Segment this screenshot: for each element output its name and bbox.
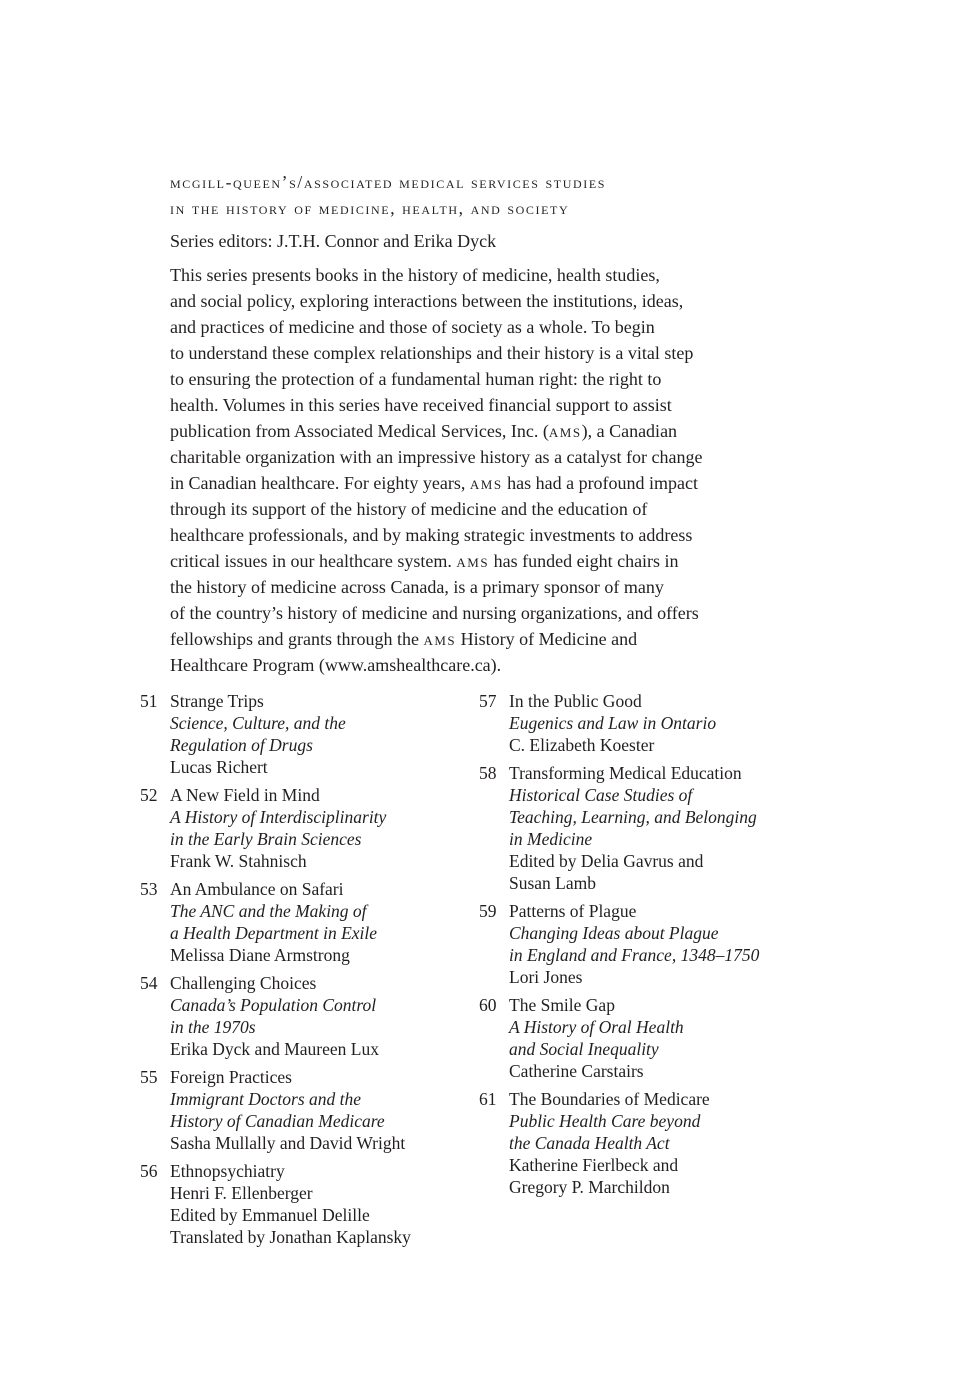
book-number: 53 xyxy=(140,879,158,899)
description-line: of the country’s history of medicine and nursing organizations, and offers xyxy=(170,603,699,623)
book-author: Henri F. Ellenberger xyxy=(170,1183,313,1203)
book-subtitle: Eugenics and Law in Ontario xyxy=(509,713,717,733)
book-subtitle: Regulation of Drugs xyxy=(170,735,313,755)
description-text: History of Medicine and xyxy=(456,629,638,649)
book-number: 55 xyxy=(140,1067,158,1087)
book-translator: Translated by Jonathan Kaplansky xyxy=(170,1227,411,1247)
ams-acronym: ams xyxy=(456,551,490,571)
description-line: health. Volumes in this series have received financial support to assist xyxy=(170,395,672,415)
book-subtitle: Canada’s Population Control xyxy=(170,995,377,1015)
book-number: 60 xyxy=(479,995,497,1015)
book-author: Frank W. Stahnisch xyxy=(170,851,307,871)
book-title: Patterns of Plague xyxy=(509,901,637,921)
book-subtitle: Teaching, Learning, and Belonging xyxy=(509,807,757,827)
book-author: Erika Dyck and Maureen Lux xyxy=(170,1039,379,1059)
book-number: 56 xyxy=(140,1161,158,1181)
book-subtitle: History of Canadian Medicare xyxy=(170,1111,385,1131)
description-text: ), a Canadian xyxy=(581,421,678,441)
book-subtitle: Changing Ideas about Plague xyxy=(509,923,719,943)
ams-acronym: ams xyxy=(548,421,582,441)
series-heading-line-2: in the history of medicine, health, and society xyxy=(170,198,570,218)
book-entry xyxy=(479,900,809,988)
book-number: 51 xyxy=(140,691,158,711)
book-subtitle: Historical Case Studies of xyxy=(509,785,693,805)
description-line: Healthcare Program (www.amshealthcare.ca). xyxy=(170,655,502,675)
book-author: Lucas Richert xyxy=(170,757,268,777)
book-subtitle: Public Health Care beyond xyxy=(509,1111,701,1131)
description-text: fellowships and grants through the xyxy=(170,629,424,649)
description-text: critical issues in our healthcare system. xyxy=(170,551,457,571)
series-heading-line-1: mcgill-queen’s/associated medical services studies xyxy=(170,172,607,192)
book-author: Catherine Carstairs xyxy=(509,1061,644,1081)
book-author: Lori Jones xyxy=(509,967,583,987)
book-editor: Edited by Delia Gavrus and xyxy=(509,851,704,871)
book-subtitle: A History of Interdisciplinarity xyxy=(170,807,387,827)
book-author: Sasha Mullally and David Wright xyxy=(170,1133,406,1153)
description-line: charitable organization with an impressive history as a catalyst for change xyxy=(170,447,703,467)
book-editor: Edited by Emmanuel Delille xyxy=(170,1205,370,1225)
book-entry xyxy=(140,1160,470,1248)
description-line: and practices of medicine and those of society as a whole. To begin xyxy=(170,317,655,337)
description-line: and social policy, exploring interactions between the institutions, ideas, xyxy=(170,291,684,311)
book-title: Challenging Choices xyxy=(170,973,317,993)
ams-acronym: ams xyxy=(423,629,457,649)
book-subtitle: and Social Inequality xyxy=(509,1039,659,1059)
description-line: healthcare professionals, and by making strategic investments to address xyxy=(170,525,693,545)
book-entry xyxy=(140,1066,470,1154)
book-title: Transforming Medical Education xyxy=(509,763,742,783)
description-line xyxy=(170,470,810,496)
series-editors: Series editors: J.T.H. Connor and Erika Dyck xyxy=(170,231,497,251)
description-line: the history of medicine across Canada, is a primary sponsor of many xyxy=(170,577,664,597)
description-line xyxy=(170,418,810,444)
book-subtitle: in the Early Brain Sciences xyxy=(170,829,362,849)
book-number: 57 xyxy=(479,691,497,711)
book-author: Gregory P. Marchildon xyxy=(509,1177,670,1197)
book-title: Ethnopsychiatry xyxy=(170,1161,285,1181)
description-text: ( xyxy=(538,421,549,441)
description-line xyxy=(170,626,810,652)
book-list-right xyxy=(479,690,809,1204)
description-text: publication from Associated Medical Services, Inc. xyxy=(170,421,539,441)
book-author: Melissa Diane Armstrong xyxy=(170,945,350,965)
description-line xyxy=(170,548,810,574)
book-subtitle: in Medicine xyxy=(509,829,593,849)
book-number: 61 xyxy=(479,1089,497,1109)
description-line: to ensuring the protection of a fundamental human right: the right to xyxy=(170,369,662,389)
book-author: C. Elizabeth Koester xyxy=(509,735,655,755)
book-entry xyxy=(479,1088,809,1198)
description-line: to understand these complex relationships and their history is a vital step xyxy=(170,343,694,363)
book-entry xyxy=(140,784,470,872)
book-entry xyxy=(479,762,809,894)
book-number: 54 xyxy=(140,973,158,993)
book-author: Katherine Fierlbeck and xyxy=(509,1155,679,1175)
book-subtitle: Science, Culture, and the xyxy=(170,713,346,733)
series-heading xyxy=(170,169,810,221)
description-text: has funded eight chairs in xyxy=(489,551,679,571)
book-list-left xyxy=(140,690,470,1254)
book-title: Foreign Practices xyxy=(170,1067,292,1087)
book-title: The Smile Gap xyxy=(509,995,615,1015)
book-subtitle: A History of Oral Health xyxy=(509,1017,684,1037)
book-entry xyxy=(140,878,470,966)
book-entry xyxy=(479,994,809,1082)
book-entry xyxy=(479,690,809,756)
book-subtitle: Immigrant Doctors and the xyxy=(170,1089,362,1109)
book-subtitle: a Health Department in Exile xyxy=(170,923,378,943)
book-title: Strange Trips xyxy=(170,691,264,711)
book-subtitle: in the 1970s xyxy=(170,1017,256,1037)
book-number: 52 xyxy=(140,785,158,805)
book-subtitle: in England and France, 1348–1750 xyxy=(509,945,760,965)
book-title: The Boundaries of Medicare xyxy=(509,1089,710,1109)
book-subtitle: The ANC and the Making of xyxy=(170,901,367,921)
description-line: through its support of the history of medicine and the education of xyxy=(170,499,648,519)
book-title: A New Field in Mind xyxy=(170,785,320,805)
description-text: has had a profound impact xyxy=(502,473,699,493)
book-number: 58 xyxy=(479,763,497,783)
book-title: An Ambulance on Safari xyxy=(170,879,344,899)
series-description xyxy=(170,262,810,678)
description-line: This series presents books in the history of medicine, health studies, xyxy=(170,265,660,285)
book-number: 59 xyxy=(479,901,497,921)
book-title: In the Public Good xyxy=(509,691,642,711)
description-text: in Canadian healthcare. For eighty years, xyxy=(170,473,470,493)
book-subtitle: the Canada Health Act xyxy=(509,1133,670,1153)
book-editor: Susan Lamb xyxy=(509,873,597,893)
book-entry xyxy=(140,690,470,778)
book-entry xyxy=(140,972,470,1060)
ams-acronym: ams xyxy=(469,473,503,493)
